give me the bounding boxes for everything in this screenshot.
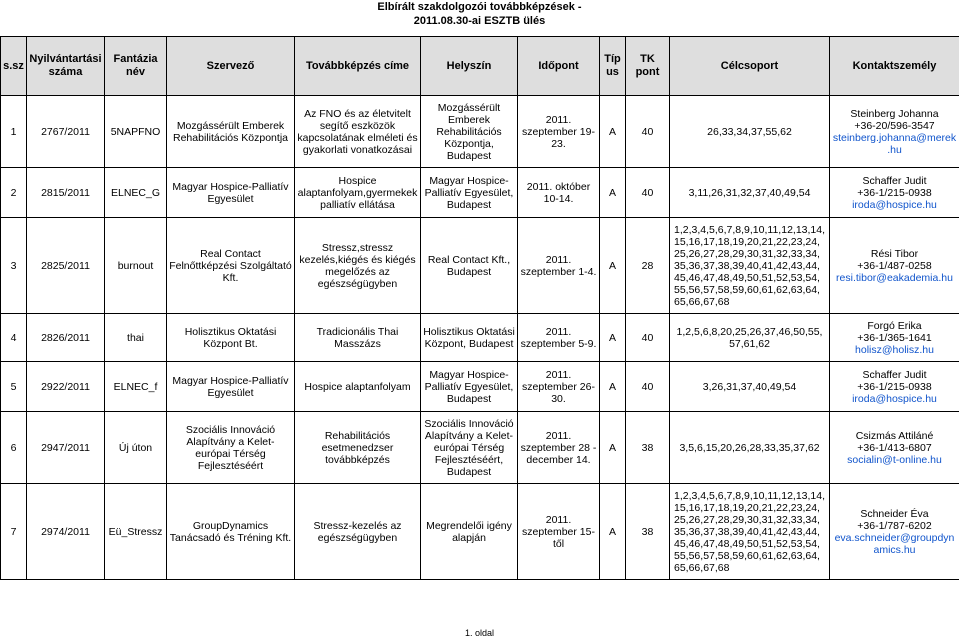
cell-fantazia: 5NAPFNO	[105, 96, 167, 168]
table-row	[1, 484, 959, 580]
header-tk: TK pont	[626, 37, 670, 96]
header-ssz: s.sz	[1, 37, 27, 96]
cell-nyilv: 2767/2011	[27, 96, 105, 168]
cell-tk: 28	[626, 218, 670, 314]
table-row	[1, 168, 959, 218]
kontakt-name: Schaffer Judit	[862, 368, 927, 381]
cell-ssz: 3	[1, 218, 27, 314]
header-kontakt: Kontaktszemély	[830, 37, 959, 96]
table-header-row	[1, 37, 959, 96]
kontakt-email-link[interactable]: socialin@t-online.hu	[847, 453, 942, 466]
kontakt-name: Csizmás Attiláné	[855, 429, 934, 442]
kontakt-email-link[interactable]: iroda@hospice.hu	[852, 392, 937, 405]
training-table	[0, 36, 959, 580]
cell-idopont: 2011. szeptember 28 - december 14.	[518, 412, 600, 484]
cell-cim: Stressz-kezelés az egészségügyben	[295, 484, 421, 580]
cell-nyilv: 2922/2011	[27, 362, 105, 412]
cell-tipus: A	[600, 218, 626, 314]
cell-nyilv: 2825/2011	[27, 218, 105, 314]
cell-helyszin: Magyar Hospice-Palliatív Egyesület, Budapest	[421, 168, 518, 218]
cell-idopont: 2011. szeptember 19-23.	[518, 96, 600, 168]
kontakt-phone: +36-1/787-6202	[857, 519, 932, 532]
cell-helyszin: Szociális Innováció Alapítvány a Kelet-európai Térség Fejlesztéséért, Budapest	[421, 412, 518, 484]
cell-szervezo: GroupDynamics Tanácsadó és Tréning Kft.	[167, 484, 295, 580]
cell-cim: Az FNO és az életvitelt segítő eszközök kapcsolatának elméleti és gyakorlati vonatkozásai	[295, 96, 421, 168]
table-row	[1, 362, 959, 412]
cell-kontakt	[830, 314, 959, 362]
cell-tipus: A	[600, 362, 626, 412]
cell-szervezo: Magyar Hospice-Palliatív Egyesület	[167, 168, 295, 218]
cell-celcsoport: 1,2,3,4,5,6,7,8,9,10,11,12,13,14, 15,16,17,18,19,20,21,22,23,24, 25,26,27,28,29,30,31,32,33,34, 35,36,37,38,39,40,41,42,43,44, 45,46,47,48,49,50,51,52,53,54, 55,56,57,58,59,60,61,62,63,64, 65,66,67,68	[670, 218, 830, 314]
cell-szervezo: Holisztikus Oktatási Központ Bt.	[167, 314, 295, 362]
header-tipus: Típus	[600, 37, 626, 96]
cell-celcsoport: 1,2,3,4,5,6,7,8,9,10,11,12,13,14, 15,16,17,18,19,20,21,22,23,24, 25,26,27,28,29,30,31,32,33,34, 35,36,37,38,39,40,41,42,43,44, 45,46,47,48,49,50,51,52,53,54, 55,56,57,58,59,60,61,62,63,64, 65,66,67,68	[670, 484, 830, 580]
header-szervezo: Szervező	[167, 37, 295, 96]
cell-cim: Hospice alaptanfolyam,gyermekek palliatív ellátása	[295, 168, 421, 218]
cell-fantazia: ELNEC_f	[105, 362, 167, 412]
header-nyilvantartasi: Nyilvántartási száma	[27, 37, 105, 96]
kontakt-name: Forgó Erika	[867, 319, 922, 332]
kontakt-phone: +36-1/215-0938	[857, 380, 932, 393]
cell-tk: 38	[626, 484, 670, 580]
cell-ssz: 6	[1, 412, 27, 484]
cell-ssz: 7	[1, 484, 27, 580]
cell-kontakt	[830, 168, 959, 218]
kontakt-email-link[interactable]: eva.schneider@groupdynamics.hu	[834, 531, 955, 556]
cell-szervezo: Real Contact Felnőttképzési Szolgáltató Kft.	[167, 218, 295, 314]
cell-ssz: 2	[1, 168, 27, 218]
cell-idopont: 2011. október 10-14.	[518, 168, 600, 218]
cell-idopont: 2011. szeptember 26-30.	[518, 362, 600, 412]
cell-fantazia: Új úton	[105, 412, 167, 484]
cell-tk: 40	[626, 314, 670, 362]
kontakt-email-link[interactable]: iroda@hospice.hu	[852, 198, 937, 211]
cell-fantazia: Eü_Stressz	[105, 484, 167, 580]
cell-tipus: A	[600, 168, 626, 218]
cell-helyszin: Mozgássérült Emberek Rehabilitációs Központja, Budapest	[421, 96, 518, 168]
cell-nyilv: 2826/2011	[27, 314, 105, 362]
cell-tk: 40	[626, 96, 670, 168]
table-row	[1, 218, 959, 314]
kontakt-name: Steinberg Johanna	[850, 107, 939, 120]
cell-tipus: A	[600, 314, 626, 362]
table-row	[1, 96, 959, 168]
cell-tipus: A	[600, 96, 626, 168]
cell-celcsoport: 1,2,5,6,8,20,25,26,37,46,50,55, 57,61,62	[670, 314, 830, 362]
cell-helyszin: Megrendelői igény alapján	[421, 484, 518, 580]
cell-tk: 38	[626, 412, 670, 484]
cell-cim: Hospice alaptanfolyam	[295, 362, 421, 412]
header-helyszin: Helyszín	[421, 37, 518, 96]
cell-idopont: 2011. szeptember 1-4.	[518, 218, 600, 314]
table-row	[1, 412, 959, 484]
cell-celcsoport: 3,11,26,31,32,37,40,49,54	[670, 168, 830, 218]
kontakt-name: Schneider Éva	[860, 507, 929, 520]
kontakt-phone: +36-1/413-6807	[857, 441, 932, 454]
cell-fantazia: thai	[105, 314, 167, 362]
cell-kontakt	[830, 362, 959, 412]
cell-idopont: 2011. szeptember 15-től	[518, 484, 600, 580]
cell-tipus: A	[600, 484, 626, 580]
cell-tk: 40	[626, 362, 670, 412]
cell-celcsoport: 3,5,6,15,20,26,28,33,35,37,62	[670, 412, 830, 484]
page-footer: 1. oldal	[464, 628, 495, 638]
cell-cim: Rehabilitációs esetmenedzser továbbképzés	[295, 412, 421, 484]
kontakt-phone: +36-1/487-0258	[857, 259, 932, 272]
cell-kontakt	[830, 484, 959, 580]
cell-nyilv: 2947/2011	[27, 412, 105, 484]
cell-helyszin: Real Contact Kft., Budapest	[421, 218, 518, 314]
kontakt-email-link[interactable]: resi.tibor@eakademia.hu	[836, 271, 953, 284]
cell-idopont: 2011. szeptember 5-9.	[518, 314, 600, 362]
cell-ssz: 4	[1, 314, 27, 362]
cell-celcsoport: 26,33,34,37,55,62	[670, 96, 830, 168]
kontakt-email-link[interactable]: holisz@holisz.hu	[855, 343, 934, 356]
title-line-2: 2011.08.30-ai ESZTB ülés	[413, 15, 546, 27]
cell-szervezo: Mozgássérült Emberek Rehabilitációs Központja	[167, 96, 295, 168]
cell-cim: Tradicionális Thai Masszázs	[295, 314, 421, 362]
cell-szervezo: Szociális Innováció Alapítvány a Kelet-európai Térség Fejlesztéséért	[167, 412, 295, 484]
cell-szervezo: Magyar Hospice-Palliatív Egyesület	[167, 362, 295, 412]
cell-kontakt	[830, 218, 959, 314]
kontakt-phone: +36-1/365-1641	[857, 331, 932, 344]
kontakt-name: Schaffer Judit	[862, 174, 927, 187]
cell-nyilv: 2974/2011	[27, 484, 105, 580]
cell-celcsoport: 3,26,31,37,40,49,54	[670, 362, 830, 412]
cell-kontakt	[830, 96, 959, 168]
cell-kontakt	[830, 412, 959, 484]
kontakt-phone: +36-1/215-0938	[857, 186, 932, 199]
document-title	[0, 0, 959, 28]
table-row	[1, 314, 959, 362]
kontakt-name: Rési Tibor	[870, 247, 919, 260]
header-idopont: Időpont	[518, 37, 600, 96]
cell-helyszin: Magyar Hospice-Palliatív Egyesület, Budapest	[421, 362, 518, 412]
header-fantazia: Fantázia név	[105, 37, 167, 96]
cell-tk: 40	[626, 168, 670, 218]
cell-ssz: 5	[1, 362, 27, 412]
cell-cim: Stressz,stressz kezelés,kiégés és kiégés megelőzés az egészségügyben	[295, 218, 421, 314]
cell-nyilv: 2815/2011	[27, 168, 105, 218]
cell-helyszin: Holisztikus Oktatási Központ, Budapest	[421, 314, 518, 362]
header-celcsoport: Célcsoport	[670, 37, 830, 96]
title-line-1: Elbírált szakdolgozói továbbképzések -	[377, 1, 582, 13]
cell-tipus: A	[600, 412, 626, 484]
kontakt-phone: +36-20/596-3547	[854, 119, 935, 132]
header-cim: Továbbképzés címe	[295, 37, 421, 96]
cell-fantazia: burnout	[105, 218, 167, 314]
cell-ssz: 1	[1, 96, 27, 168]
kontakt-email-link[interactable]: steinberg.johanna@merek.hu	[832, 131, 957, 156]
cell-fantazia: ELNEC_G	[105, 168, 167, 218]
